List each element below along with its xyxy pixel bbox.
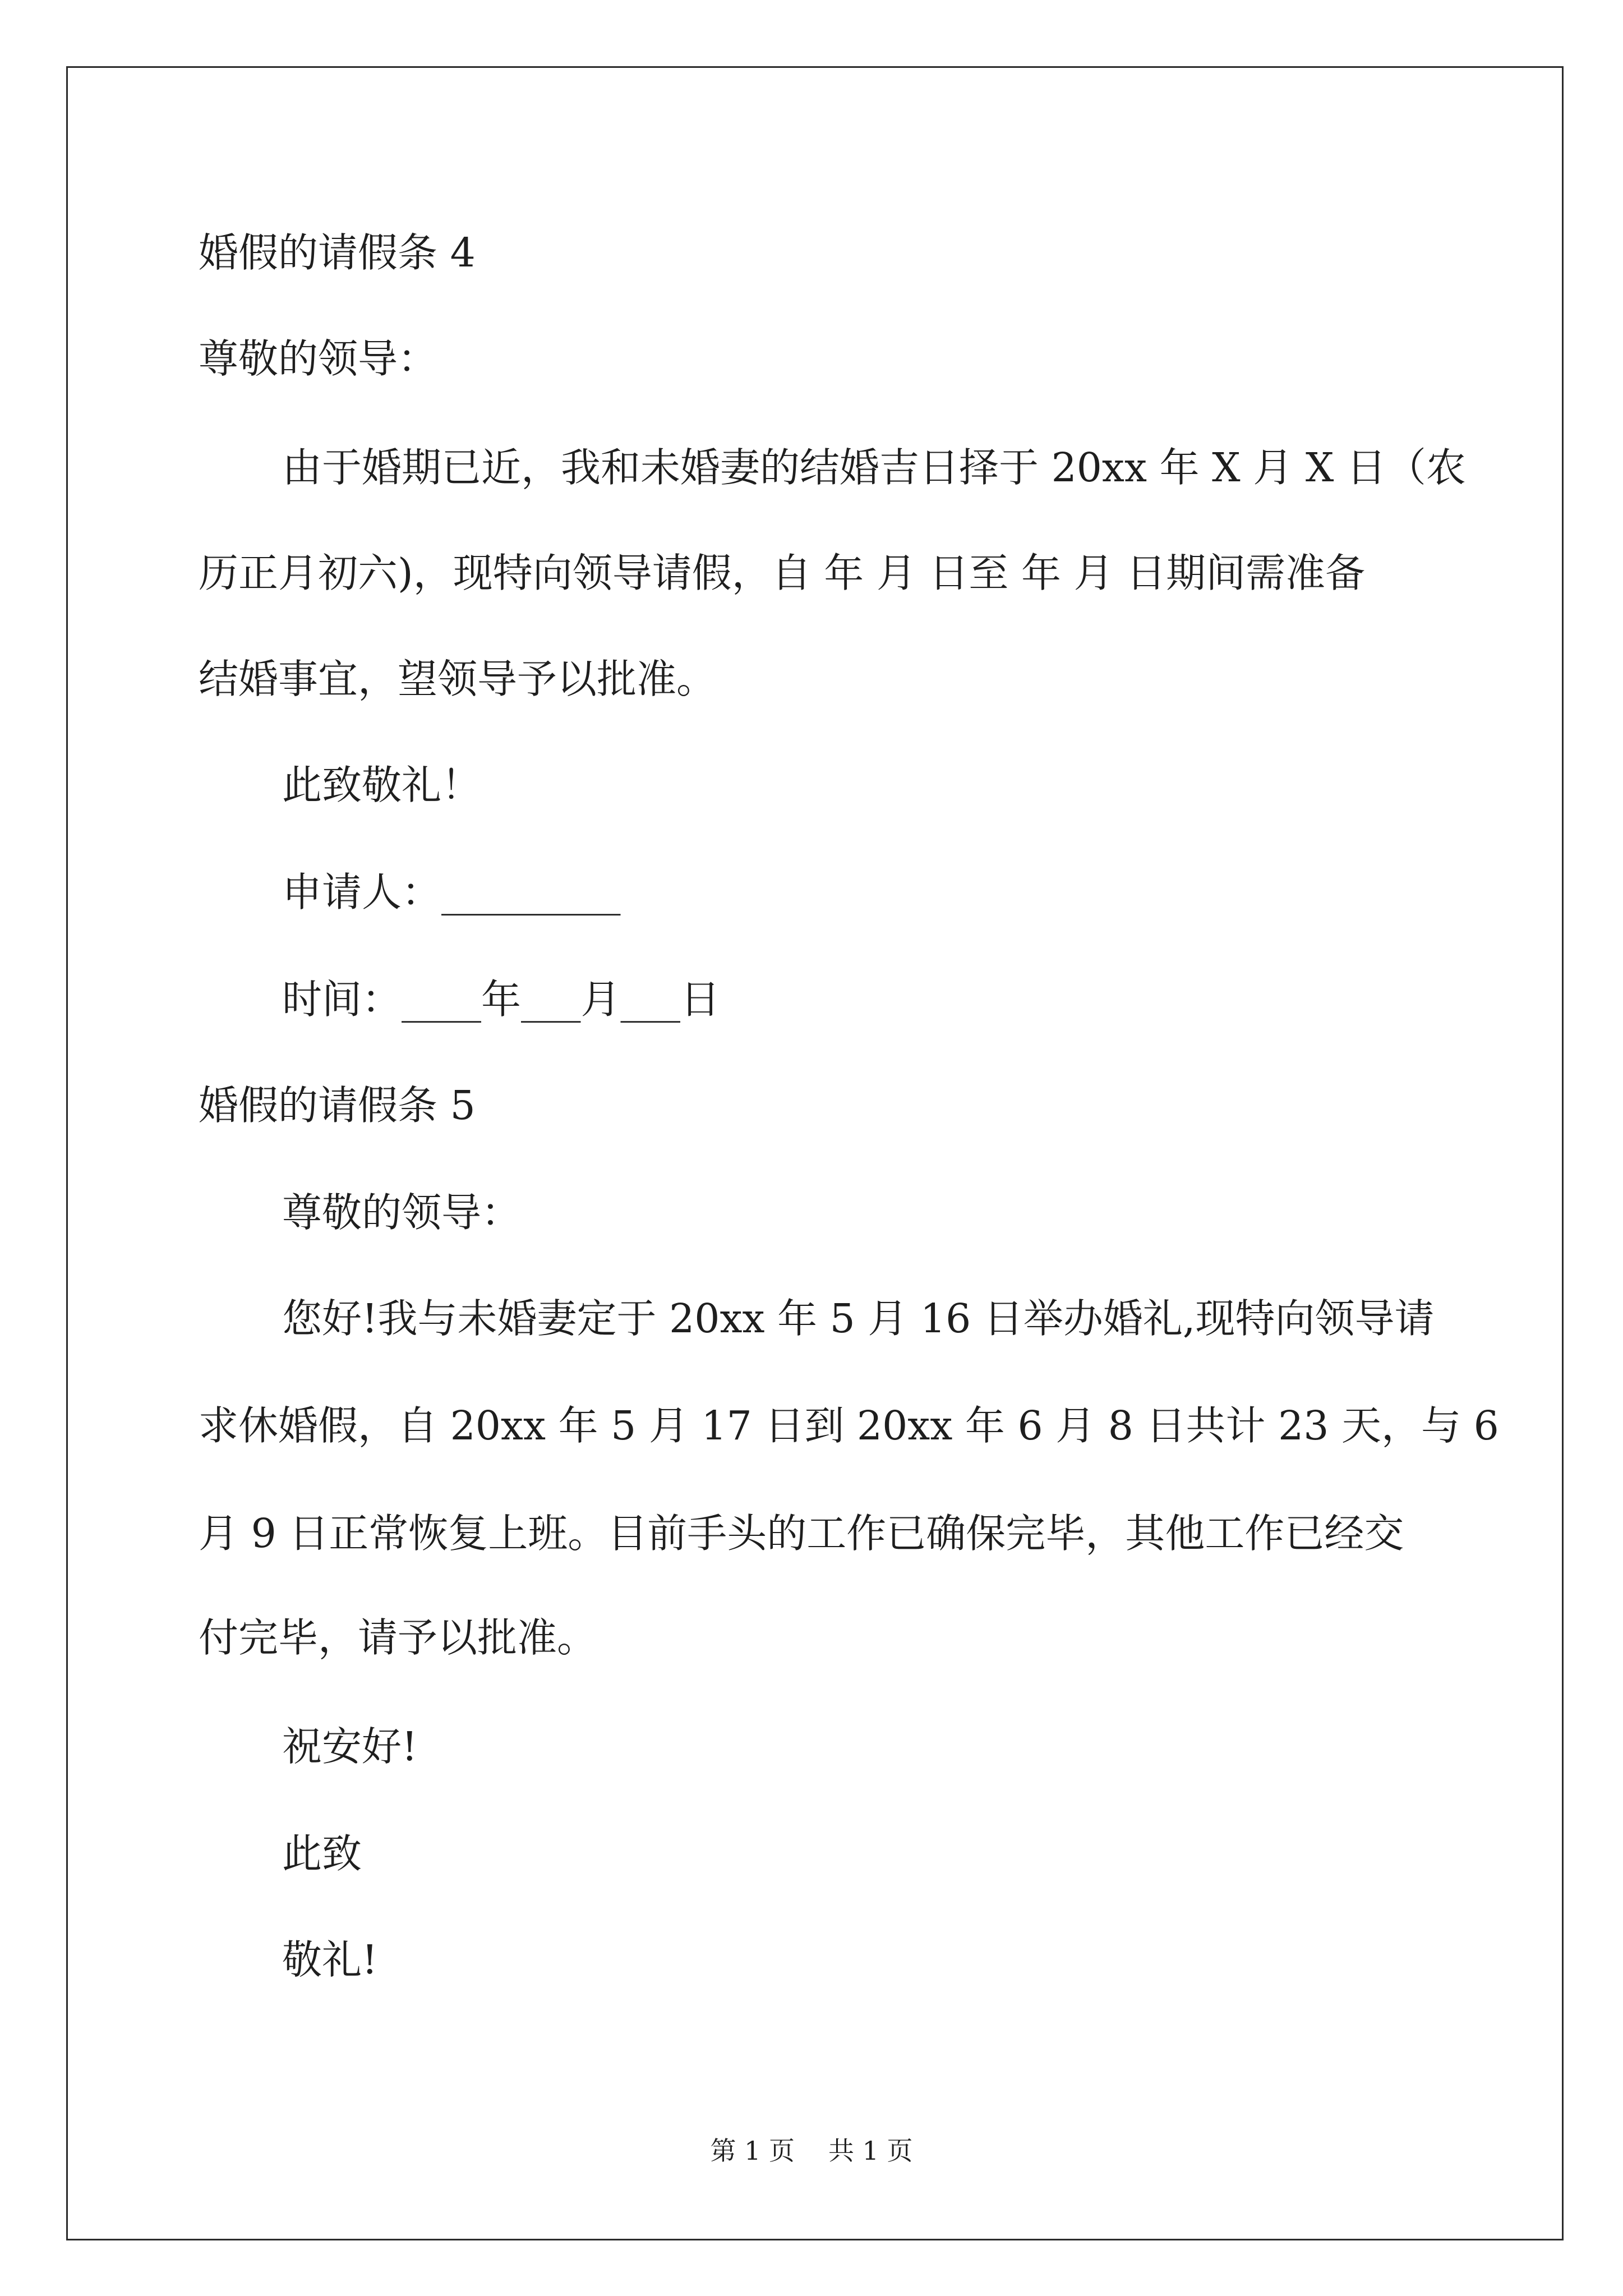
letter5-body-line: 您好!我与未婚妻定于 20xx 年 5 月 16 日举办婚礼,现特向领导请	[282, 1295, 1435, 1342]
page-number-current: 第 1 页	[710, 2136, 795, 2166]
letter4-body-line: 结婚事宜，望领导予以批准。	[199, 656, 717, 702]
letter4-closing: 此致敬礼！	[282, 762, 482, 808]
letter5-salutation: 尊敬的领导：	[282, 1189, 522, 1236]
letter5-body-line: 求休婚假，自 20xx 年 5 月 17 日到 20xx 年 6 月 8 日共计 23 天，与 6	[199, 1402, 1499, 1449]
letter5-body-line: 付完毕，请予以批准。	[199, 1614, 597, 1661]
letter4-salutation: 尊敬的领导：	[199, 335, 438, 382]
letter5-closing-1: 此致	[282, 1830, 362, 1877]
page-number-total: 共 1 页	[828, 2136, 913, 2166]
letter5-title: 婚假的请假条 5	[199, 1082, 476, 1129]
page-border	[66, 66, 1564, 2240]
letter5-wish: 祝安好!	[282, 1723, 418, 1770]
letter4-body-line: 历正月初六)，现特向领导请假，自 年 月 日至 年 月 日期间需准备	[199, 550, 1366, 596]
letter5-closing-2: 敬礼!	[282, 1936, 378, 1983]
letter5-body-line: 月 9 日正常恢复上班。目前手头的工作已确保完毕，其他工作已经交	[199, 1510, 1404, 1557]
letter4-title: 婚假的请假条 4	[199, 229, 476, 276]
letter4-applicant: 申请人：_________	[282, 869, 621, 915]
page-footer	[0, 2136, 1623, 2165]
letter4-date: 时间：____年___月___日	[282, 976, 721, 1023]
letter4-body-line: 由于婚期已近，我和未婚妻的结婚吉日择于 20xx 年 X 月 X 日（农	[282, 444, 1466, 491]
